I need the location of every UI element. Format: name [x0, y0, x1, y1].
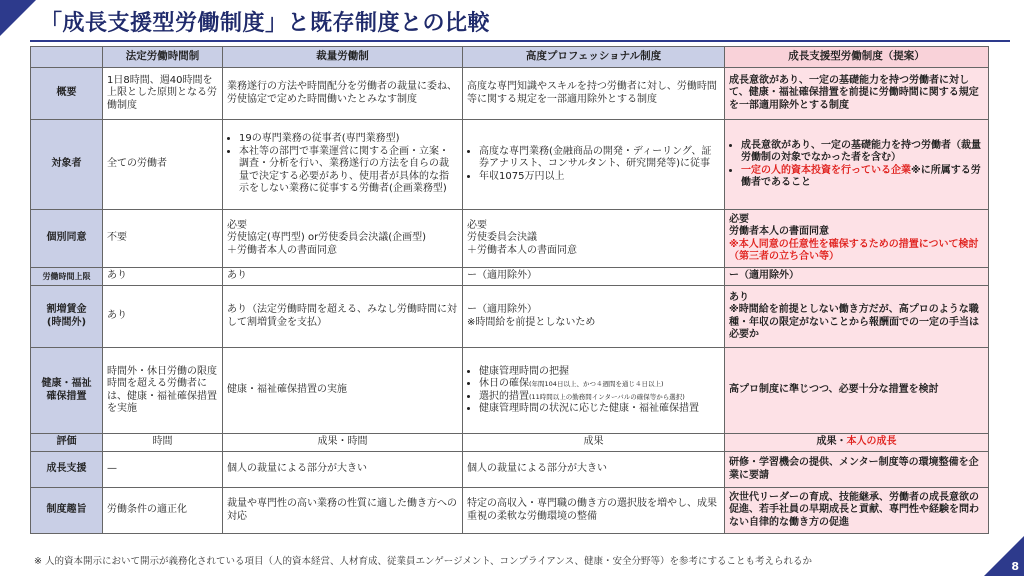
list-item: • 健康管理時間の把握	[479, 366, 720, 379]
header-proposal: 成長支援型労働制度（提案）	[725, 47, 989, 68]
cell-growth-statutory: —	[103, 452, 223, 488]
list-item-note: (年間104日以上、かつ４週間を通じ４日以上)	[529, 380, 664, 388]
cell-consent-high-pro	[463, 210, 725, 268]
header-statutory: 法定労働時間制	[103, 47, 223, 68]
highlight-text: 本人の成長	[846, 436, 897, 448]
cell-evaluation-statutory: 時間	[103, 434, 223, 452]
cell-target-discretionary	[223, 120, 463, 210]
cell-overview-high-pro: 高度な専門知識やスキルを持つ労働者に対し、労働時間等に関する規定を一部適用除外とする制度	[463, 68, 725, 120]
list-item: • 健康管理時間の状況に応じた健康・福祉確保措置	[479, 403, 720, 416]
page-number: 8	[1011, 560, 1019, 573]
cell-target-proposal	[725, 120, 989, 210]
comparison-table	[30, 46, 989, 534]
cell-hours-cap-proposal: ー（適用除外）	[725, 268, 989, 286]
page-title: 「成長支援型労働制度」と既存制度との比較	[40, 11, 491, 36]
row-label-consent: 個別同意	[31, 210, 103, 268]
footnote: ※ 人的資本開示において開示が義務化されている項目（人的資本経営、人材育成、従業員エンゲージメント、コンプライアンス、健康・安全分野等）を参考にすることも考えられるか	[34, 556, 813, 567]
cell-hours-cap-high-pro: ー（適用除外）	[463, 268, 725, 286]
list-item	[479, 378, 720, 391]
list-item: • 高度な専門業務(金融商品の開発・ディーリング、証券アナリスト、コンサルタント、研究開発等)に従事	[479, 146, 720, 171]
cell-line: ※時間給を前提としない働き方だが、高プロのような職種・年収の限定がないことから報酬面での一定の手当は必要か	[729, 304, 979, 340]
cell-evaluation-proposal	[725, 434, 989, 452]
cell-consent-discretionary	[223, 210, 463, 268]
cell-line: ＋労働者本人の書面同意	[467, 244, 577, 256]
table-row-hours-cap	[31, 268, 989, 286]
cell-evaluation-discretionary: 成果・時間	[223, 434, 463, 452]
cell-line: 労働者本人の書面同意	[729, 226, 829, 237]
table-row-overtime	[31, 286, 989, 348]
cell-line: ー（適用除外）	[467, 304, 537, 315]
cell-overtime-discretionary: あり（法定労働時間を超える、みなし労働時間に対して割増賃金を支払）	[223, 286, 463, 348]
header-discretionary: 裁量労働制	[223, 47, 463, 68]
header-corner	[31, 47, 103, 68]
cell-health-discretionary: 健康・福祉確保措置の実施	[223, 348, 463, 434]
list-item-rest: ※に所属する労働者であること	[741, 164, 981, 188]
cell-consent-proposal	[725, 210, 989, 268]
cell-line: ※本人同意の任意性を確保するための措置について検討（第三者の立ち合い等）	[729, 238, 979, 262]
row-label-health	[31, 348, 103, 434]
table-header-row	[31, 47, 989, 68]
row-label-line: 割増賃金	[46, 304, 87, 315]
table-row-evaluation	[31, 434, 989, 452]
cell-health-statutory: 時間外・休日労働の限度時間を超える労働者には、健康・福祉確保措置を実施	[103, 348, 223, 434]
cell-line: 必要	[467, 219, 487, 231]
row-label-target: 対象者	[31, 120, 103, 210]
row-label-line: 健康・福祉	[41, 378, 92, 389]
table-row-overview	[31, 68, 989, 120]
cell-line: 必要	[729, 213, 749, 225]
cell-overtime-statutory: あり	[103, 286, 223, 348]
list-item-text: 休日の確保	[479, 378, 529, 389]
cell-evaluation-high-pro: 成果	[463, 434, 725, 452]
cell-target-statutory: 全ての労働者	[103, 120, 223, 210]
cell-target-high-pro	[463, 120, 725, 210]
table-row-growth	[31, 452, 989, 488]
cell-purpose-statutory: 労働条件の適正化	[103, 488, 223, 534]
row-label-line: (時間外)	[46, 316, 87, 328]
cell-health-high-pro	[463, 348, 725, 434]
cell-overtime-proposal	[725, 286, 989, 348]
cell-overtime-high-pro	[463, 286, 725, 348]
row-label-line: 確保措置	[46, 390, 87, 402]
row-label-hours-cap: 労働時間上限	[31, 268, 103, 286]
row-label-evaluation: 評価	[31, 434, 103, 452]
header-high-pro: 高度プロフェッショナル制度	[463, 47, 725, 68]
cell-hours-cap-statutory: あり	[103, 268, 223, 286]
cell-line: 労使協定(専門型) or労使委員会決議(企画型)	[227, 232, 427, 244]
list-item: • 成長意欲があり、一定の基礎能力を持つ労働者（裁量労働制の対象でなかった者を含む）	[741, 140, 984, 165]
list-item: • 19の専門業務の従事者(専門業務型)	[239, 133, 458, 146]
cell-growth-high-pro: 個人の裁量による部分が大きい	[463, 452, 725, 488]
table-row-consent	[31, 210, 989, 268]
cell-line: ＋労働者本人の書面同意	[227, 244, 337, 256]
cell-growth-discretionary: 個人の裁量による部分が大きい	[223, 452, 463, 488]
list-item	[479, 391, 720, 404]
cell-line: ※時間給を前提としないため	[467, 316, 596, 328]
cell-hours-cap-discretionary: あり	[223, 268, 463, 286]
corner-decoration	[0, 0, 36, 36]
cell-text: 成果・	[816, 436, 847, 448]
cell-overview-proposal: 成長意欲があり、一定の基礎能力を持つ労働者に対して、健康・福祉確保措置を前提に労働時間に関する規定を一部適用除外とする制度	[725, 68, 989, 120]
cell-health-proposal: 高プロ制度に準じつつ、必要十分な措置を検討	[725, 348, 989, 434]
list-item	[741, 165, 984, 190]
highlight-text: 一定の人的資本投資を行っている企業	[741, 164, 911, 176]
table-row-target	[31, 120, 989, 210]
title-underline	[30, 40, 1010, 42]
table-row-purpose	[31, 488, 989, 534]
cell-purpose-high-pro: 特定の高収入・専門職の働き方の選択肢を増やし、成果重視の柔軟な労働環境の整備	[463, 488, 725, 534]
cell-purpose-discretionary: 裁量や専門性の高い業務の性質に適した働き方への対応	[223, 488, 463, 534]
list-item: • 年収1075万円以上	[479, 171, 720, 184]
cell-line: あり	[729, 291, 749, 303]
row-label-overview: 概要	[31, 68, 103, 120]
cell-line: 労使委員会決議	[467, 232, 537, 244]
row-label-overtime	[31, 286, 103, 348]
row-label-growth: 成長支援	[31, 452, 103, 488]
row-label-purpose: 制度趣旨	[31, 488, 103, 534]
list-item-text: 選択的措置	[479, 390, 529, 402]
cell-overview-discretionary: 業務遂行の方法や時間配分を労働者の裁量に委ね、労使協定で定めた時間働いたとみなす制度	[223, 68, 463, 120]
cell-overview-statutory: 1日8時間、週40時間を上限とした原則となる労働制度	[103, 68, 223, 120]
cell-line: 必要	[227, 219, 247, 231]
list-item-note: (11時間以上の勤務間インターバルの確保等から選択)	[529, 392, 685, 401]
list-item: • 本社等の部門で事業運営に関する企画・立案・調査・分析を行い、業務遂行の方法を自らの裁量で決定する必要があり、使用者が具体的な指示をしない業務に従事する労働者(企画業務型)	[239, 146, 458, 196]
table-row-health	[31, 348, 989, 434]
cell-growth-proposal: 研修・学習機会の提供、メンター制度等の環境整備を企業に要請	[725, 452, 989, 488]
cell-consent-statutory: 不要	[103, 210, 223, 268]
cell-purpose-proposal: 次世代リーダーの育成、技能継承、労働者の成長意欲の促進、若手社員の早期成長と貢献、専門性や経験を問わない自律的な働き方の促進	[725, 488, 989, 534]
